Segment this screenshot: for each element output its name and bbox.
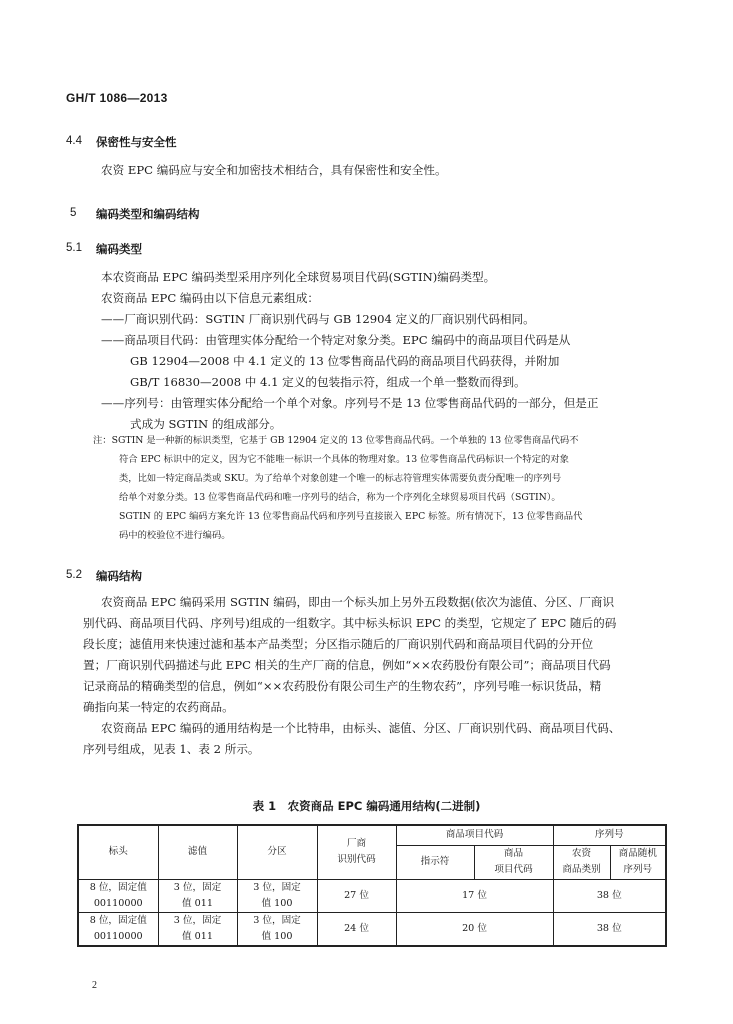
col-header-company: 厂商 识别代码: [317, 825, 396, 879]
note-block: 注：SGTIN 是一种新的标识类型，它基于 GB 12904 定义的 13 位零售商品代码。一个单独的 13 位零售商品代码不 符合 EPC 标识中的定义，因为它不能唯一标识一个具体的物理对象。13 位零售商品代码标识一个特定的对象 类，比如一特定商品类或 SKU。为了给单个对象创建一个唯一的标志符管理实体需要负责分配唯一的序列号 给单个对象分类。13 位零售商品代码和唯一序列号的结合，称为一个序列化全球贸易项目代码（SGTIN）。 SGTIN 的 EPC 编码方案允许 13 位零售商品代码和序列号直接嵌入 EPC 标签。所有情况下，13 位零售商品代 码中的校验位不进行编码。: [93, 435, 583, 541]
col-header-partition: 分区: [237, 825, 317, 879]
section-5-title: 编码类型和编码结构: [96, 207, 200, 221]
section-5-2-title: 编码结构: [96, 569, 142, 583]
col-header-serial: 序列号: [553, 825, 666, 845]
table-1: [77, 824, 667, 947]
col-header-category: 农资 商品类别: [553, 845, 610, 879]
list-item: ——厂商识别代码：SGTIN 厂商识别代码与 GB 12904 定义的厂商识别代码相同。: [101, 312, 535, 326]
table-row: 8 位，固定值 00110000 3 位，固定 值 011 3 位，固定 值 100 24 位 20 位 38 位: [78, 912, 666, 946]
col-header-header: 标头: [78, 825, 158, 879]
col-header-random: 商品随机 序列号: [610, 845, 666, 879]
paragraph: 农资商品 EPC 编码采用 SGTIN 编码，即由一个标头加上另外五段数据(依次为滤值、分区、厂商识 别代码、商品项目代码、序列号)组成的一组数字。其中标头标识 EPC 的类型，它规定了 EPC 随后的码 段长度；滤值用来快速过滤和基本产品类型；分区指示随后的厂商识别代码和商品项目代码的分开位 置；厂商识别代码描述与此 EPC 相关的生产厂商的信息，例如“××农药股份有限公司”；商品项目代码 记录商品的精确类型的信息，例如“××农药股份有限公司生产的生物农药”，序列号唯一标识货品，精 确指向某一特定的农药商品。: [83, 595, 617, 714]
section-5-1-body: [101, 267, 681, 435]
col-header-itemcode: 商品 项目代码: [474, 845, 553, 879]
paragraph: 农资商品 EPC 编码由以下信息元素组成：: [101, 291, 320, 305]
page-number: 2: [92, 980, 97, 991]
section-5-2-number: 5.2: [66, 569, 82, 581]
section-5-number: 5: [70, 207, 77, 219]
standard-number: GH/T 1086—2013: [66, 91, 168, 105]
section-4-4-number: 4.4: [66, 135, 82, 147]
paragraph: 本农资商品 EPC 编码类型采用序列化全球贸易项目代码(SGTIN)编码类型。: [101, 270, 496, 284]
table-row: 8 位，固定值 00110000 3 位，固定 值 011 3 位，固定 值 100 27 位 17 位 38 位: [78, 879, 666, 912]
table-1-caption: 表 1 农资商品 EPC 编码通用结构(二进制): [252, 799, 481, 813]
col-header-indicator: 指示符: [396, 845, 474, 879]
list-item: ——序列号：由管理实体分配给一个单个对象。序列号不是 13 位零售商品代码的一部分，但是正 式成为 SGTIN 的组成部分。: [101, 396, 599, 431]
paragraph: 农资商品 EPC 编码的通用结构是一个比特串，由标头、滤值、分区、厂商识别代码、商品项目代码、 序列号组成，见表 1、表 2 所示。: [83, 721, 621, 756]
col-header-filter: 滤值: [158, 825, 237, 879]
section-5-1-title: 编码类型: [96, 242, 142, 256]
section-5-1-number: 5.1: [66, 242, 82, 254]
section-4-4-title: 保密性与安全性: [96, 135, 177, 149]
list-item: ——商品项目代码：由管理实体分配给一个特定对象分类。EPC 编码中的商品项目代码是从 GB 12904—2008 中 4.1 定义的 13 位零售商品代码的商品项目代码获得，并附加 GB/T 16830—2008 中 4.1 定义的包装指示符，组成一个单一整数而得到。: [101, 333, 571, 389]
section-5-2-body: [83, 592, 683, 760]
col-header-item: 商品项目代码: [396, 825, 553, 845]
section-4-4-paragraph: 农资 EPC 编码应与安全和加密技术相结合，具有保密性和安全性。: [101, 163, 447, 177]
